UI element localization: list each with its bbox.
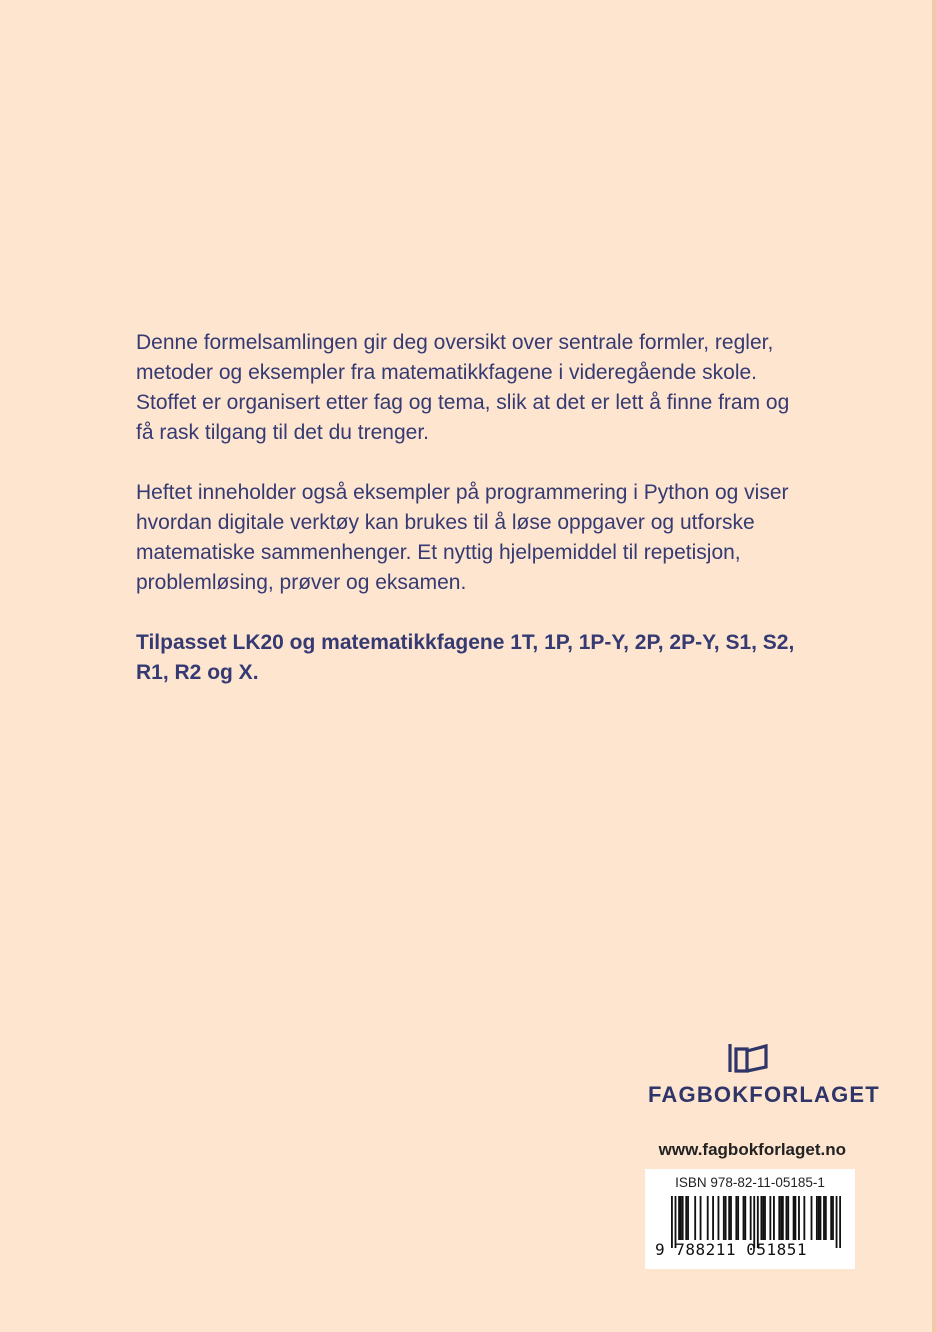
barcode-bar xyxy=(803,1196,805,1240)
barcode-bar xyxy=(811,1196,813,1240)
barcode-bar xyxy=(778,1196,780,1240)
barcode-bar xyxy=(798,1196,800,1240)
barcode-bar xyxy=(773,1196,775,1240)
barcode-bar xyxy=(764,1196,766,1240)
barcode-bar xyxy=(750,1196,752,1240)
description-paragraph-1: Denne formelsamlingen gir deg oversikt over sentrale formler, regler, metoder og eksempler fra matematikkfagene i videregående skole. Stoffet er organisert etter fag og tema, slik at det er lett å finne fram og få rask tilgang til det du trenger. xyxy=(136,331,790,444)
barcode-bar xyxy=(700,1196,702,1240)
barcode-bar xyxy=(682,1196,684,1240)
barcode-bar xyxy=(823,1196,825,1240)
isbn-barcode-box xyxy=(645,1169,855,1269)
barcode-bar xyxy=(816,1196,818,1240)
curriculum-note: Tilpasset LK20 og matematikkfagene 1T, 1P, 1P-Y, 2P, 2P-Y, S1, S2, R1, R2 og X. xyxy=(136,631,795,684)
barcode-bar xyxy=(787,1196,789,1240)
barcode-bar xyxy=(735,1196,737,1240)
barcode-bar xyxy=(760,1196,762,1240)
publisher-website: www.fagbokforlaget.no xyxy=(658,1140,846,1159)
barcode-bar xyxy=(707,1196,709,1240)
barcode-bar xyxy=(832,1196,834,1240)
barcode-bar xyxy=(680,1196,682,1240)
barcode-bar xyxy=(818,1196,820,1240)
isbn-label: ISBN 978-82-11-05185-1 xyxy=(675,1175,825,1190)
barcode-bar xyxy=(694,1196,696,1240)
barcode-bar xyxy=(744,1196,746,1240)
publisher-logo xyxy=(648,1040,880,1110)
barcode-bar xyxy=(743,1196,745,1240)
barcode-bar xyxy=(794,1196,796,1240)
barcode-bar xyxy=(725,1196,727,1240)
description-paragraph-2: Heftet inneholder også eksempler på programmering i Python og viser hvordan digitale verktøy kan brukes til å løse oppgaver og utforske matematiske sammenhenger. Et nyttig hjelpemiddel til repetisjon, problemløsing, prøver og eksamen. xyxy=(136,481,789,594)
barcode-bar xyxy=(769,1196,771,1240)
barcode-bar xyxy=(762,1196,764,1240)
barcode-bar xyxy=(712,1196,714,1240)
barcode-bar xyxy=(678,1196,680,1240)
book-logo-icon xyxy=(727,1042,769,1074)
barcode-bar xyxy=(723,1196,725,1240)
barcode-bar xyxy=(685,1196,687,1240)
barcode-bar xyxy=(825,1196,827,1240)
barcode-bar xyxy=(730,1196,732,1240)
publisher-name: FAGBOKFORLAGET xyxy=(648,1082,880,1107)
barcode-bar xyxy=(737,1196,739,1240)
back-cover-description xyxy=(136,328,806,718)
barcode-bar xyxy=(687,1196,689,1240)
barcode-bar xyxy=(820,1196,822,1240)
barcode-bar xyxy=(830,1196,832,1240)
barcode-digits: 9 788211 051851 xyxy=(655,1240,807,1259)
barcode-bar xyxy=(728,1196,730,1240)
barcode-bar xyxy=(786,1196,788,1240)
barcode-bar xyxy=(780,1196,782,1240)
barcode-bar xyxy=(718,1196,720,1240)
cover-edge xyxy=(932,0,936,1332)
barcode-bar xyxy=(793,1196,795,1240)
barcode-bar xyxy=(782,1196,784,1240)
